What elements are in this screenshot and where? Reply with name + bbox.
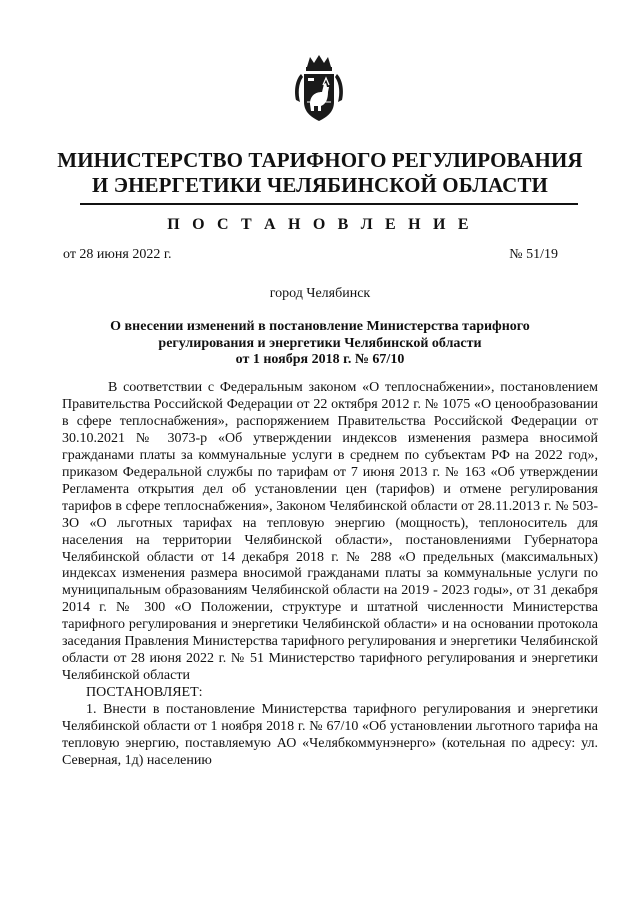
document-subject <box>60 319 580 369</box>
subject-line-1: О внесении изменений в постановление Министерства тарифного <box>110 319 530 334</box>
preamble-paragraph: В соответствии с Федеральным законом «О теплоснабжении», постановлением Правительства Российской Федерации от 22 октября 2012 г. № 1075 «О ценообразовании в сфере теплоснабжения», распоряжением Правительства Российской Федерации от 30.10.2021 № 3073-р «Об утверждении индексов изменения размера вносимой гражданами платы за коммунальные услуги в среднем по субъектам РФ на 2022 год», приказом Федеральной службы по тарифам от 7 июня 2013 г. № 163 «Об утверждении Регламента открытия дел об установлении цен (тарифов) и отмене регулирования тарифов в сфере теплоснабжения», Законом Челябинской области от 28.11.2013 г. № 503-ЗО «О льготных тарифах на тепловую энергию (мощность), теплоноситель для населения на территории Челябинской области», постановлениями Губернатора Челябинской области от 14 декабря 2018 г. № 288 «О предельных (максимальных) индексах изменения размера вносимой гражданами платы за коммунальные услуги по муниципальным образованиям Челябинской области на 2019 - 2023 годы», от 31 декабря 2014 г. № 300 «О Положении, структуре и штатной численности Министерства тарифного регулирования и энергетики Челябинской области» и на основании протокола заседания Правления Министерства тарифного регулирования и энергетики Челябинской области от 28 июня 2022 г. № 51 Министерство тарифного регулирования и энергетики Челябинской области <box>62 380 598 684</box>
document-number: № 51/19 <box>509 247 558 262</box>
ministry-name-line-2: И ЭНЕРГЕТИКИ ЧЕЛЯБИНСКОЙ ОБЛАСТИ <box>92 173 548 197</box>
subject-line-2: регулирования и энергетики Челябинской области <box>158 335 482 351</box>
subject-line-3: от 1 ноября 2018 г. № 67/10 <box>235 352 405 367</box>
ministry-name-line-1: МИНИСТЕРСТВО ТАРИФНОГО РЕГУЛИРОВАНИЯ <box>57 148 583 172</box>
document-type-heading: П О С Т А Н О В Л Е Н И Е <box>167 216 473 233</box>
item-1-paragraph: 1. Внести в постановление Министерства тарифного регулирования и энергетики Челябинской области от 1 ноября 2018 г. № 67/10 «Об установлении льготного тарифа на тепловую энергию, поставляемую АО «Челябкоммунэнерго» (котельная по адресу: ул. Северная, 1д) населению <box>62 702 598 768</box>
header-divider <box>80 203 578 205</box>
document-date: от 28 июня 2022 г. <box>63 247 172 262</box>
document-body <box>62 380 598 770</box>
document-city: город Челябинск <box>269 286 371 301</box>
chelyabinsk-coat-of-arms-icon <box>293 54 345 124</box>
resolves-heading: ПОСТАНОВЛЯЕТ: <box>86 685 203 701</box>
